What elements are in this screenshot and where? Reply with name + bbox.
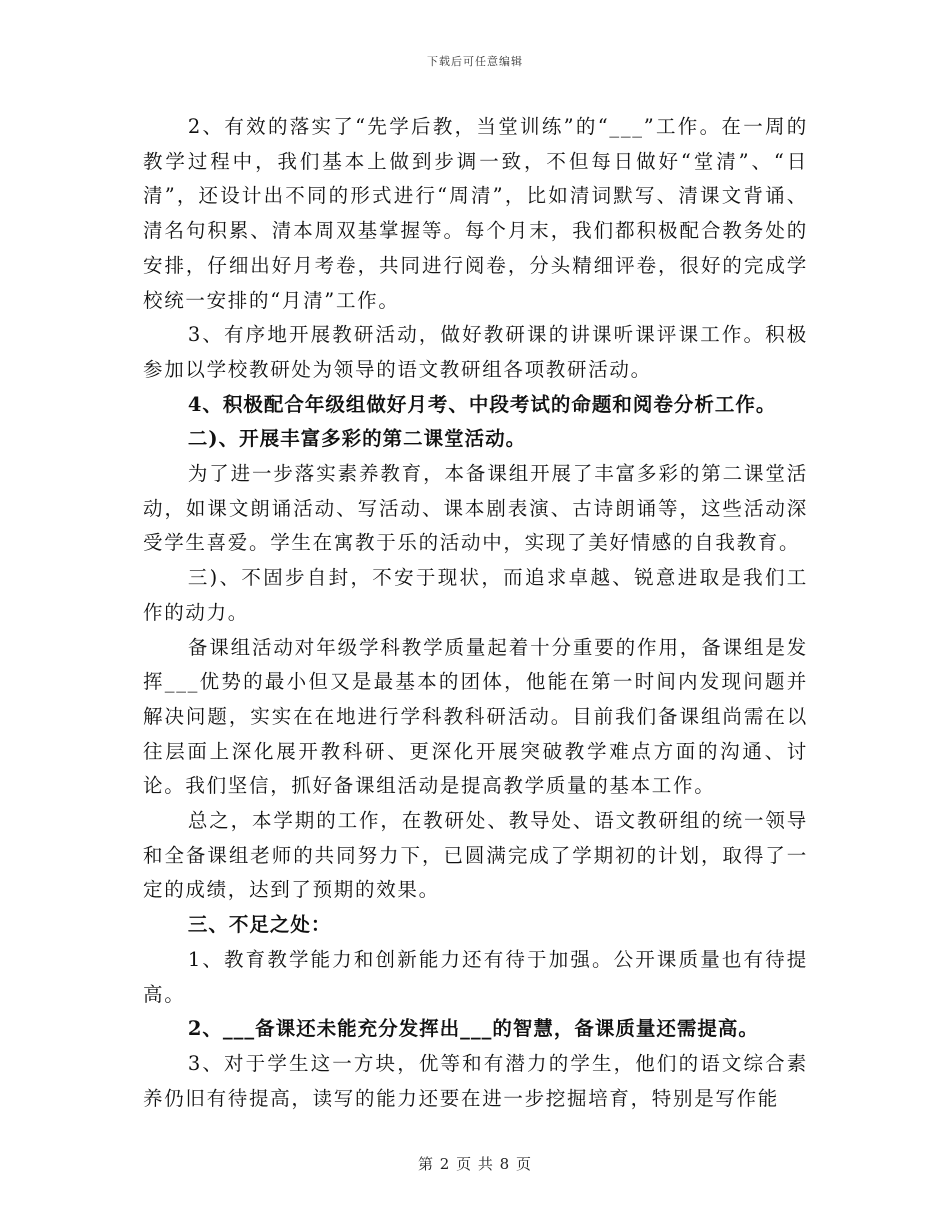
paragraph-teaching-research: 3、有序地开展教研活动，做好教研课的讲课听课评课工作。积极参加以学校教研处为领导的语文教研组各项教研活动。 <box>143 323 808 381</box>
paragraph-shortcoming-3: 3、对于学生这一方块，优等和有潜力的学生，他们的语文综合素养仍旧有待提高，读写的能力还要在进一步挖掘培育，特别是写作能 <box>143 1051 808 1110</box>
document-body <box>143 110 808 1116</box>
paragraph-effective-implementation: 2、有效的落实了“先学后教，当堂训练”的“___”工作。在一周的教学过程中，我们基本上做到步调一致，不但每日做好“堂清”、“日清”，还设计出不同的形式进行“周清”，比如清词默写、清课文背诵、清名句积累、清本周双基掌握等。每个月末，我们都积极配合教务处的安排，仔细出好月考卷，共同进行阅卷，分头精细评卷，很好的完成学校统一安排的“月清”工作。 <box>143 115 808 312</box>
paragraph-pursue-excellence: 三)、不固步自封，不安于现状，而追求卓越、锐意进取是我们工作的动力。 <box>143 566 808 624</box>
paragraph-summary: 总之，本学期的工作，在教研处、教导处、语文教研组的统一领导和全备课组老师的共同努力下，已圆满完成了学期初的计划，取得了一定的成绩，达到了预期的效果。 <box>143 809 808 902</box>
paragraph-second-classroom: 为了进一步落实素养教育，本备课组开展了丰富多彩的第二课堂活动，如课文朗诵活动、写活动、课本剧表演、古诗朗诵等，这些活动深受学生喜爱。学生在寓教于乐的活动中，实现了美好情感的自我教育。 <box>143 462 808 555</box>
page-footer: 第 2 页 共 8 页 <box>418 1155 532 1173</box>
page-header: 下载后可任意编辑 <box>427 55 523 68</box>
section-heading-second-classroom: 二)、开展丰富多彩的第二课堂活动。 <box>187 427 527 451</box>
paragraph-shortcoming-2: 2、___备课还未能充分发挥出___的智慧，备课质量还需提高。 <box>187 1017 759 1041</box>
section-heading-shortcomings: 三、不足之处： <box>187 913 332 937</box>
paragraph-exam-cooperation: 4、积极配合年级组做好月考、中段考试的命题和阅卷分析工作。 <box>187 392 777 416</box>
paragraph-shortcoming-1: 1、教育教学能力和创新能力还有待于加强。公开课质量也有待提高。 <box>143 947 808 1006</box>
paragraph-lesson-group-role: 备课组活动对年级学科教学质量起着十分重要的作用，备课组是发挥___优势的最小但又是最基本的团体，他能在第一时间内发现问题并解决问题，实实在在地进行学科教科研活动。目前我们备课组尚需在以往层面上深化展开教科研、更深化开展突破教学难点方面的沟通、讨论。我们坚信，抓好备课组活动是提高教学质量的基本工作。 <box>143 635 808 798</box>
